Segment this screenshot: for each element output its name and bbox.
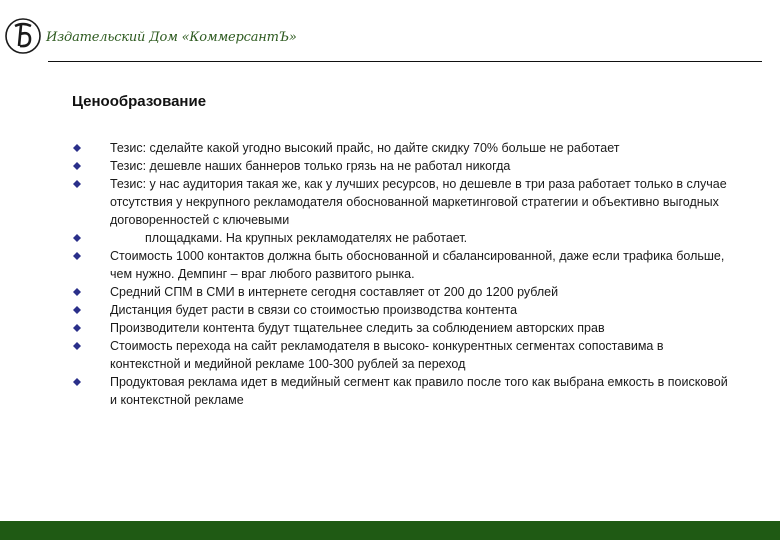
list-item-text: Дистанция будет расти в связи со стоимостью производства контента [110, 303, 518, 317]
footer-bar [0, 521, 780, 540]
list-item-text: площадками. На крупных рекламодателях не работает. [145, 231, 468, 245]
list-item-text: Тезис: у нас аудитория такая же, как у лучших ресурсов, но дешевле в три раза работает только в случае отсутствия у некрупного рекламодателя обоснованной маркетинговой стратегии и объективно выгодных договоренностей с ключевыми [110, 177, 727, 227]
list-item [72, 175, 732, 229]
list-item [72, 319, 732, 337]
list-item-text: Производители контента будут тщательнее следить за соблюдением авторских прав [110, 321, 605, 335]
slide-title: Ценообразование [72, 93, 207, 110]
diamond-bullet-icon [73, 342, 81, 350]
header-divider [48, 61, 762, 62]
diamond-bullet-icon [73, 144, 81, 152]
diamond-bullet-icon [73, 234, 81, 242]
list-item [72, 139, 732, 157]
list-item [72, 157, 732, 175]
list-item [72, 337, 732, 373]
list-item-text: Стоимость перехода на сайт рекламодателя в высоко- конкурентных сегментах сопоставима в контекстной и медийной рекламе 100-300 рублей за переход [110, 339, 664, 371]
publisher-name: Издательский Дом «КоммерсантЪ» [46, 29, 297, 45]
diamond-bullet-icon [73, 252, 81, 260]
list-item [72, 373, 732, 409]
diamond-bullet-icon [73, 378, 81, 386]
list-item-text: Средний СПМ в СМИ в интернете сегодня составляет от 200 до 1200 рублей [110, 285, 559, 299]
diamond-bullet-icon [73, 180, 81, 188]
list-item [72, 301, 732, 319]
list-item [72, 247, 732, 283]
list-item [72, 283, 732, 301]
diamond-bullet-icon [73, 162, 81, 170]
diamond-bullet-icon [73, 324, 81, 332]
diamond-bullet-icon [73, 288, 81, 296]
list-item-text: Тезис: дешевле наших баннеров только грязь на не работал никогда [110, 159, 511, 173]
list-item-text: Тезис: сделайте какой угодно высокий прайс, но дайте скидку 70% больше не работает [110, 141, 620, 155]
list-item-text: Продуктовая реклама идет в медийный сегмент как правило после того как выбрана емкость в поисковой и контекстной рекламе [110, 375, 728, 407]
kommersant-logo-icon [4, 16, 44, 56]
diamond-bullet-icon [73, 306, 81, 314]
list-item [72, 229, 732, 247]
list-item-text: Стоимость 1000 контактов должна быть обоснованной и сбалансированной, даже если трафика больше, чем нужно. Демпинг – враг любого развитого рынка. [110, 249, 725, 281]
bullet-list [72, 139, 732, 409]
header [4, 14, 297, 58]
